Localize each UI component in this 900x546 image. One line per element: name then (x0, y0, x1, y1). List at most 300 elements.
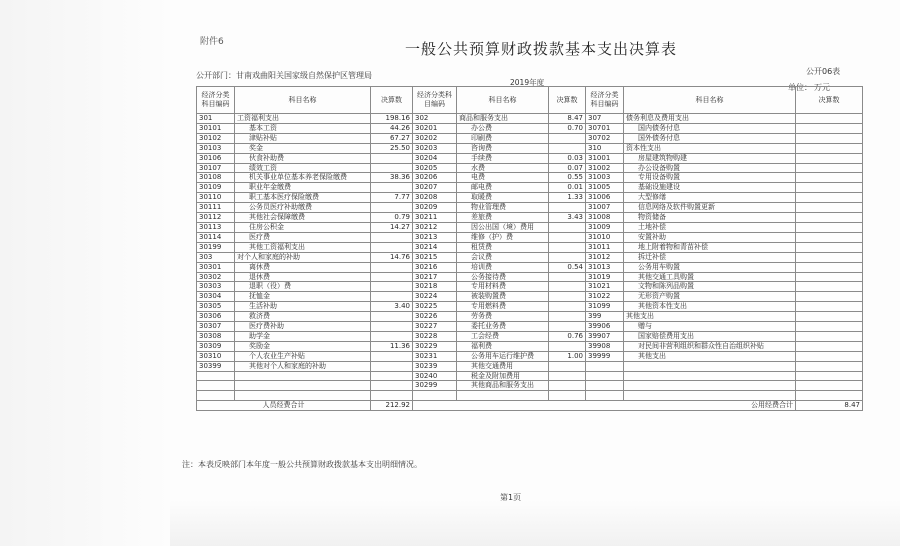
code-cell: 31021 (586, 282, 624, 292)
code-cell: 30102 (197, 133, 235, 143)
page-title: 一般公共预算财政拨款基本支出决算表 (405, 40, 678, 58)
code-cell: 30215 (413, 252, 457, 262)
code-cell: 30106 (197, 153, 235, 163)
footnote: 注：本表反映部门本年度一般公共预算财政拨款基本支出明细情况。 (182, 460, 422, 469)
name-cell: 物资储备 (624, 213, 796, 223)
name-cell: 生活补助 (235, 302, 371, 312)
amount-cell (549, 222, 586, 232)
amount-cell (796, 322, 863, 332)
table-row (197, 252, 863, 262)
name-cell: 国外债务付息 (624, 133, 796, 143)
code-cell: 31099 (586, 302, 624, 312)
code-cell: 30224 (413, 292, 457, 302)
amount-cell: 14.27 (371, 222, 413, 232)
name-cell: 离休费 (235, 262, 371, 272)
amount-cell (796, 341, 863, 351)
name-cell (235, 371, 371, 381)
code-cell: 30310 (197, 351, 235, 361)
name-cell: 救济费 (235, 312, 371, 322)
code-cell: 30111 (197, 203, 235, 213)
name-cell: 培训费 (457, 262, 549, 272)
code-cell (586, 391, 624, 401)
code-cell: 30701 (586, 123, 624, 133)
amount-cell (549, 341, 586, 351)
code-cell: 30204 (413, 153, 457, 163)
table-row (197, 153, 863, 163)
amount-cell (796, 203, 863, 213)
amount-cell: 8.47 (549, 114, 586, 124)
name-cell: 商品和服务支出 (457, 114, 549, 124)
name-cell: 其他支出 (624, 312, 796, 322)
code-cell: 30227 (413, 322, 457, 332)
table-row (197, 371, 863, 381)
table-row (197, 242, 863, 252)
name-cell: 公务用车购置 (624, 262, 796, 272)
code-cell: 30299 (413, 381, 457, 391)
unit-value: 万元 (814, 83, 830, 92)
name-cell: 基础设施建设 (624, 183, 796, 193)
amount-cell: 1.33 (549, 193, 586, 203)
fiscal-year: 2019年度 (510, 78, 545, 87)
code-cell (586, 361, 624, 371)
name-cell: 其他支出 (624, 351, 796, 361)
code-cell: 39999 (586, 351, 624, 361)
amount-cell (796, 143, 863, 153)
amount-cell (549, 242, 586, 252)
table-row (197, 361, 863, 371)
name-cell (457, 391, 549, 401)
code-cell: 30208 (413, 193, 457, 203)
table-header-row (197, 87, 863, 114)
name-cell: 工资福利支出 (235, 114, 371, 124)
name-cell: 公务用车运行维护费 (457, 351, 549, 361)
code-cell: 310 (586, 143, 624, 153)
code-cell: 31022 (586, 292, 624, 302)
amount-cell (549, 322, 586, 332)
name-cell: 奖金 (235, 143, 371, 153)
name-cell: 国家赔偿费用支出 (624, 331, 796, 341)
name-cell (624, 371, 796, 381)
name-cell: 对民间非营利组织和群众性自治组织补贴 (624, 341, 796, 351)
code-cell: 30399 (197, 361, 235, 371)
amount-cell (371, 183, 413, 193)
amount-cell (796, 232, 863, 242)
name-cell: 伙食补助费 (235, 153, 371, 163)
table-row (197, 183, 863, 193)
amount-cell (549, 292, 586, 302)
total-left-value: 212.92 (371, 401, 413, 411)
amount-cell: 0.07 (549, 163, 586, 173)
code-cell: 31009 (586, 222, 624, 232)
totals-row (197, 401, 863, 411)
amount-cell (371, 322, 413, 332)
code-cell: 31006 (586, 193, 624, 203)
amount-cell (371, 272, 413, 282)
amount-cell (796, 163, 863, 173)
code-cell: 31010 (586, 232, 624, 242)
page-number: 第1页 (500, 493, 522, 502)
name-cell: 取暖费 (457, 193, 549, 203)
name-cell: 税金及附加费用 (457, 371, 549, 381)
name-cell: 其他交通工具购置 (624, 272, 796, 282)
amount-cell (371, 163, 413, 173)
amount-cell: 0.03 (549, 153, 586, 163)
name-cell: 土地补偿 (624, 222, 796, 232)
amount-cell (796, 262, 863, 272)
code-cell: 31008 (586, 213, 624, 223)
scan-margin-bottom (170, 500, 900, 546)
code-cell: 30702 (586, 133, 624, 143)
name-cell: 债务利息及费用支出 (624, 114, 796, 124)
code-cell: 31007 (586, 203, 624, 213)
amount-cell (549, 203, 586, 213)
name-cell: 其他商品和服务支出 (457, 381, 549, 391)
table-row (197, 292, 863, 302)
amount-cell: 7.77 (371, 193, 413, 203)
code-cell: 31001 (586, 153, 624, 163)
name-cell: 助学金 (235, 331, 371, 341)
table-row (197, 282, 863, 292)
code-cell (413, 391, 457, 401)
code-cell: 30209 (413, 203, 457, 213)
amount-cell: 25.50 (371, 143, 413, 153)
name-cell: 对个人和家庭的补助 (235, 252, 371, 262)
code-cell: 30301 (197, 262, 235, 272)
amount-cell (549, 381, 586, 391)
col-header: 经济分类科目编码 (197, 87, 235, 114)
code-cell (586, 371, 624, 381)
table-row (197, 302, 863, 312)
amount-cell (549, 371, 586, 381)
code-cell: 30240 (413, 371, 457, 381)
amount-cell (371, 262, 413, 272)
name-cell: 专用燃料费 (457, 302, 549, 312)
amount-cell: 0.01 (549, 183, 586, 193)
department-name: 公开部门：甘南戏曲阳关国家级自然保护区管理局 (196, 71, 372, 80)
name-cell: 住房公积金 (235, 222, 371, 232)
amount-cell (371, 391, 413, 401)
code-cell: 30206 (413, 173, 457, 183)
code-cell: 301 (197, 114, 235, 124)
code-cell: 30103 (197, 143, 235, 153)
name-cell: 劳务费 (457, 312, 549, 322)
name-cell: 水费 (457, 163, 549, 173)
name-cell (235, 381, 371, 391)
name-cell: 被装购置费 (457, 292, 549, 302)
name-cell: 其他对个人和家庭的补助 (235, 361, 371, 371)
code-cell: 30225 (413, 302, 457, 312)
code-cell: 302 (413, 114, 457, 124)
amount-cell (796, 183, 863, 193)
name-cell: 退休费 (235, 272, 371, 282)
table-row (197, 232, 863, 242)
expenditure-table (196, 86, 863, 411)
name-cell: 退职（役）费 (235, 282, 371, 292)
code-cell: 30110 (197, 193, 235, 203)
code-cell: 31005 (586, 183, 624, 193)
name-cell: 电费 (457, 173, 549, 183)
name-cell: 维修（护）费 (457, 232, 549, 242)
amount-cell (796, 302, 863, 312)
amount-cell (796, 371, 863, 381)
code-cell: 30201 (413, 123, 457, 133)
code-cell (197, 391, 235, 401)
amount-cell: 11.36 (371, 341, 413, 351)
amount-cell: 3.40 (371, 302, 413, 312)
table-row (197, 123, 863, 133)
amount-cell (796, 391, 863, 401)
amount-cell: 14.76 (371, 252, 413, 262)
attachment-label: 附件6 (200, 37, 224, 47)
name-cell: 因公出国（境）费用 (457, 222, 549, 232)
code-cell: 307 (586, 114, 624, 124)
name-cell: 差旅费 (457, 213, 549, 223)
amount-cell (796, 312, 863, 322)
name-cell: 机关事业单位基本养老保险缴费 (235, 173, 371, 183)
amount-cell (796, 153, 863, 163)
amount-cell: 0.79 (371, 213, 413, 223)
amount-cell (796, 351, 863, 361)
code-cell: 30114 (197, 232, 235, 242)
name-cell: 其他资本性支出 (624, 302, 796, 312)
name-cell: 无形资产购置 (624, 292, 796, 302)
amount-cell (371, 312, 413, 322)
name-cell: 信息网络及软件购置更新 (624, 203, 796, 213)
amount-cell (549, 252, 586, 262)
code-cell: 30113 (197, 222, 235, 232)
code-cell: 30211 (413, 213, 457, 223)
name-cell: 资本性支出 (624, 143, 796, 153)
code-cell: 30207 (413, 183, 457, 193)
name-cell: 地上附着物和青苗补偿 (624, 242, 796, 252)
name-cell (624, 381, 796, 391)
name-cell: 医疗费 (235, 232, 371, 242)
scan-margin (0, 0, 170, 546)
amount-cell (371, 153, 413, 163)
code-cell: 31013 (586, 262, 624, 272)
amount-cell (549, 143, 586, 153)
name-cell: 印刷费 (457, 133, 549, 143)
name-cell: 物业管理费 (457, 203, 549, 213)
name-cell: 基本工资 (235, 123, 371, 133)
code-cell: 30226 (413, 312, 457, 322)
amount-cell: 67.27 (371, 133, 413, 143)
name-cell: 拆迁补偿 (624, 252, 796, 262)
amount-cell (796, 242, 863, 252)
table-row (197, 163, 863, 173)
amount-cell (371, 351, 413, 361)
name-cell: 医疗费补助 (235, 322, 371, 332)
name-cell: 大型修缮 (624, 193, 796, 203)
name-cell: 会议费 (457, 252, 549, 262)
code-cell (197, 381, 235, 391)
code-cell: 30203 (413, 143, 457, 153)
col-header: 经济分类科目编码 (413, 87, 457, 114)
col-header: 科目名称 (624, 87, 796, 114)
table-row (197, 203, 863, 213)
code-cell: 399 (586, 312, 624, 322)
amount-cell (796, 282, 863, 292)
name-cell: 专用材料费 (457, 282, 549, 292)
table-row (197, 381, 863, 391)
table-row (197, 143, 863, 153)
amount-cell: 198.16 (371, 114, 413, 124)
name-cell: 办公费 (457, 123, 549, 133)
name-cell: 公务员医疗补助缴费 (235, 203, 371, 213)
name-cell: 房屋建筑物购建 (624, 153, 796, 163)
name-cell: 公务接待费 (457, 272, 549, 282)
total-right-value: 8.47 (796, 401, 863, 411)
name-cell: 手续费 (457, 153, 549, 163)
code-cell: 30205 (413, 163, 457, 173)
name-cell: 奖励金 (235, 341, 371, 351)
amount-cell (549, 282, 586, 292)
amount-cell (796, 133, 863, 143)
name-cell: 个人农业生产补贴 (235, 351, 371, 361)
code-cell: 30112 (197, 213, 235, 223)
table-row (197, 193, 863, 203)
amount-cell (796, 361, 863, 371)
amount-cell (549, 133, 586, 143)
code-cell: 39906 (586, 322, 624, 332)
code-cell: 30303 (197, 282, 235, 292)
total-right-label: 公用经费合计 (413, 401, 796, 411)
amount-cell (371, 381, 413, 391)
code-cell: 31011 (586, 242, 624, 252)
name-cell: 委托业务费 (457, 322, 549, 332)
code-cell: 30228 (413, 331, 457, 341)
amount-cell (549, 302, 586, 312)
table-row (197, 133, 863, 143)
code-cell: 30231 (413, 351, 457, 361)
code-cell: 30212 (413, 222, 457, 232)
table-row (197, 213, 863, 223)
amount-cell: 0.55 (549, 173, 586, 183)
name-cell: 赠与 (624, 322, 796, 332)
table-row (197, 222, 863, 232)
table-row (197, 262, 863, 272)
amount-cell (549, 232, 586, 242)
amount-cell: 0.70 (549, 123, 586, 133)
total-left-label: 人员经费合计 (197, 401, 371, 411)
table-row (197, 331, 863, 341)
name-cell: 安置补助 (624, 232, 796, 242)
amount-cell: 0.76 (549, 331, 586, 341)
code-cell: 31002 (586, 163, 624, 173)
name-cell: 办公设备购置 (624, 163, 796, 173)
code-cell: 30308 (197, 331, 235, 341)
name-cell: 其他工资福利支出 (235, 242, 371, 252)
amount-cell: 3.43 (549, 213, 586, 223)
code-cell: 30239 (413, 361, 457, 371)
amount-cell (796, 173, 863, 183)
code-cell: 30109 (197, 183, 235, 193)
code-cell: 303 (197, 252, 235, 262)
code-cell: 30218 (413, 282, 457, 292)
code-cell: 31012 (586, 252, 624, 262)
col-header: 决算数 (549, 87, 586, 114)
code-cell: 39907 (586, 331, 624, 341)
name-cell: 邮电费 (457, 183, 549, 193)
name-cell: 工会经费 (457, 331, 549, 341)
name-cell (624, 391, 796, 401)
code-cell: 30202 (413, 133, 457, 143)
amount-cell (796, 292, 863, 302)
name-cell: 国内债务付息 (624, 123, 796, 133)
amount-cell (371, 331, 413, 341)
code-cell: 30306 (197, 312, 235, 322)
amount-cell: 1.00 (549, 351, 586, 361)
col-header: 科目名称 (457, 87, 549, 114)
table-row (197, 173, 863, 183)
code-cell: 30229 (413, 341, 457, 351)
name-cell: 租赁费 (457, 242, 549, 252)
col-header: 经济分类科目编码 (586, 87, 624, 114)
name-cell (235, 391, 371, 401)
name-cell: 津贴补贴 (235, 133, 371, 143)
amount-cell (796, 193, 863, 203)
col-header: 决算数 (796, 87, 863, 114)
amount-cell (371, 371, 413, 381)
name-cell: 文物和陈列品购置 (624, 282, 796, 292)
code-cell: 30107 (197, 163, 235, 173)
amount-cell (796, 381, 863, 391)
code-cell: 30214 (413, 242, 457, 252)
name-cell: 咨询费 (457, 143, 549, 153)
code-cell: 30216 (413, 262, 457, 272)
amount-cell (549, 361, 586, 371)
amount-cell: 44.26 (371, 123, 413, 133)
table-row (197, 391, 863, 401)
amount-cell (796, 222, 863, 232)
amount-cell (371, 232, 413, 242)
name-cell: 绩效工资 (235, 163, 371, 173)
amount-cell (796, 213, 863, 223)
amount-cell (371, 292, 413, 302)
amount-cell (371, 242, 413, 252)
amount-cell: 38.36 (371, 173, 413, 183)
code-cell: 30302 (197, 272, 235, 282)
code-cell: 30307 (197, 322, 235, 332)
code-cell: 30213 (413, 232, 457, 242)
amount-cell (371, 203, 413, 213)
table-row (197, 114, 863, 124)
form-code: 公开06表 (806, 67, 841, 76)
code-cell: 39908 (586, 341, 624, 351)
code-cell: 30309 (197, 341, 235, 351)
amount-cell (549, 391, 586, 401)
amount-cell (796, 252, 863, 262)
name-cell: 福利费 (457, 341, 549, 351)
code-cell: 30101 (197, 123, 235, 133)
table-row (197, 272, 863, 282)
amount-cell (796, 123, 863, 133)
col-header: 科目名称 (235, 87, 371, 114)
table-row (197, 322, 863, 332)
amount-cell (796, 331, 863, 341)
amount-cell (796, 272, 863, 282)
code-cell: 30305 (197, 302, 235, 312)
name-cell (624, 361, 796, 371)
name-cell: 专用设备购置 (624, 173, 796, 183)
table-row (197, 341, 863, 351)
amount-cell (371, 361, 413, 371)
code-cell: 31019 (586, 272, 624, 282)
name-cell: 抚恤金 (235, 292, 371, 302)
code-cell: 31003 (586, 173, 624, 183)
name-cell: 其他交通费用 (457, 361, 549, 371)
amount-cell: 0.54 (549, 262, 586, 272)
